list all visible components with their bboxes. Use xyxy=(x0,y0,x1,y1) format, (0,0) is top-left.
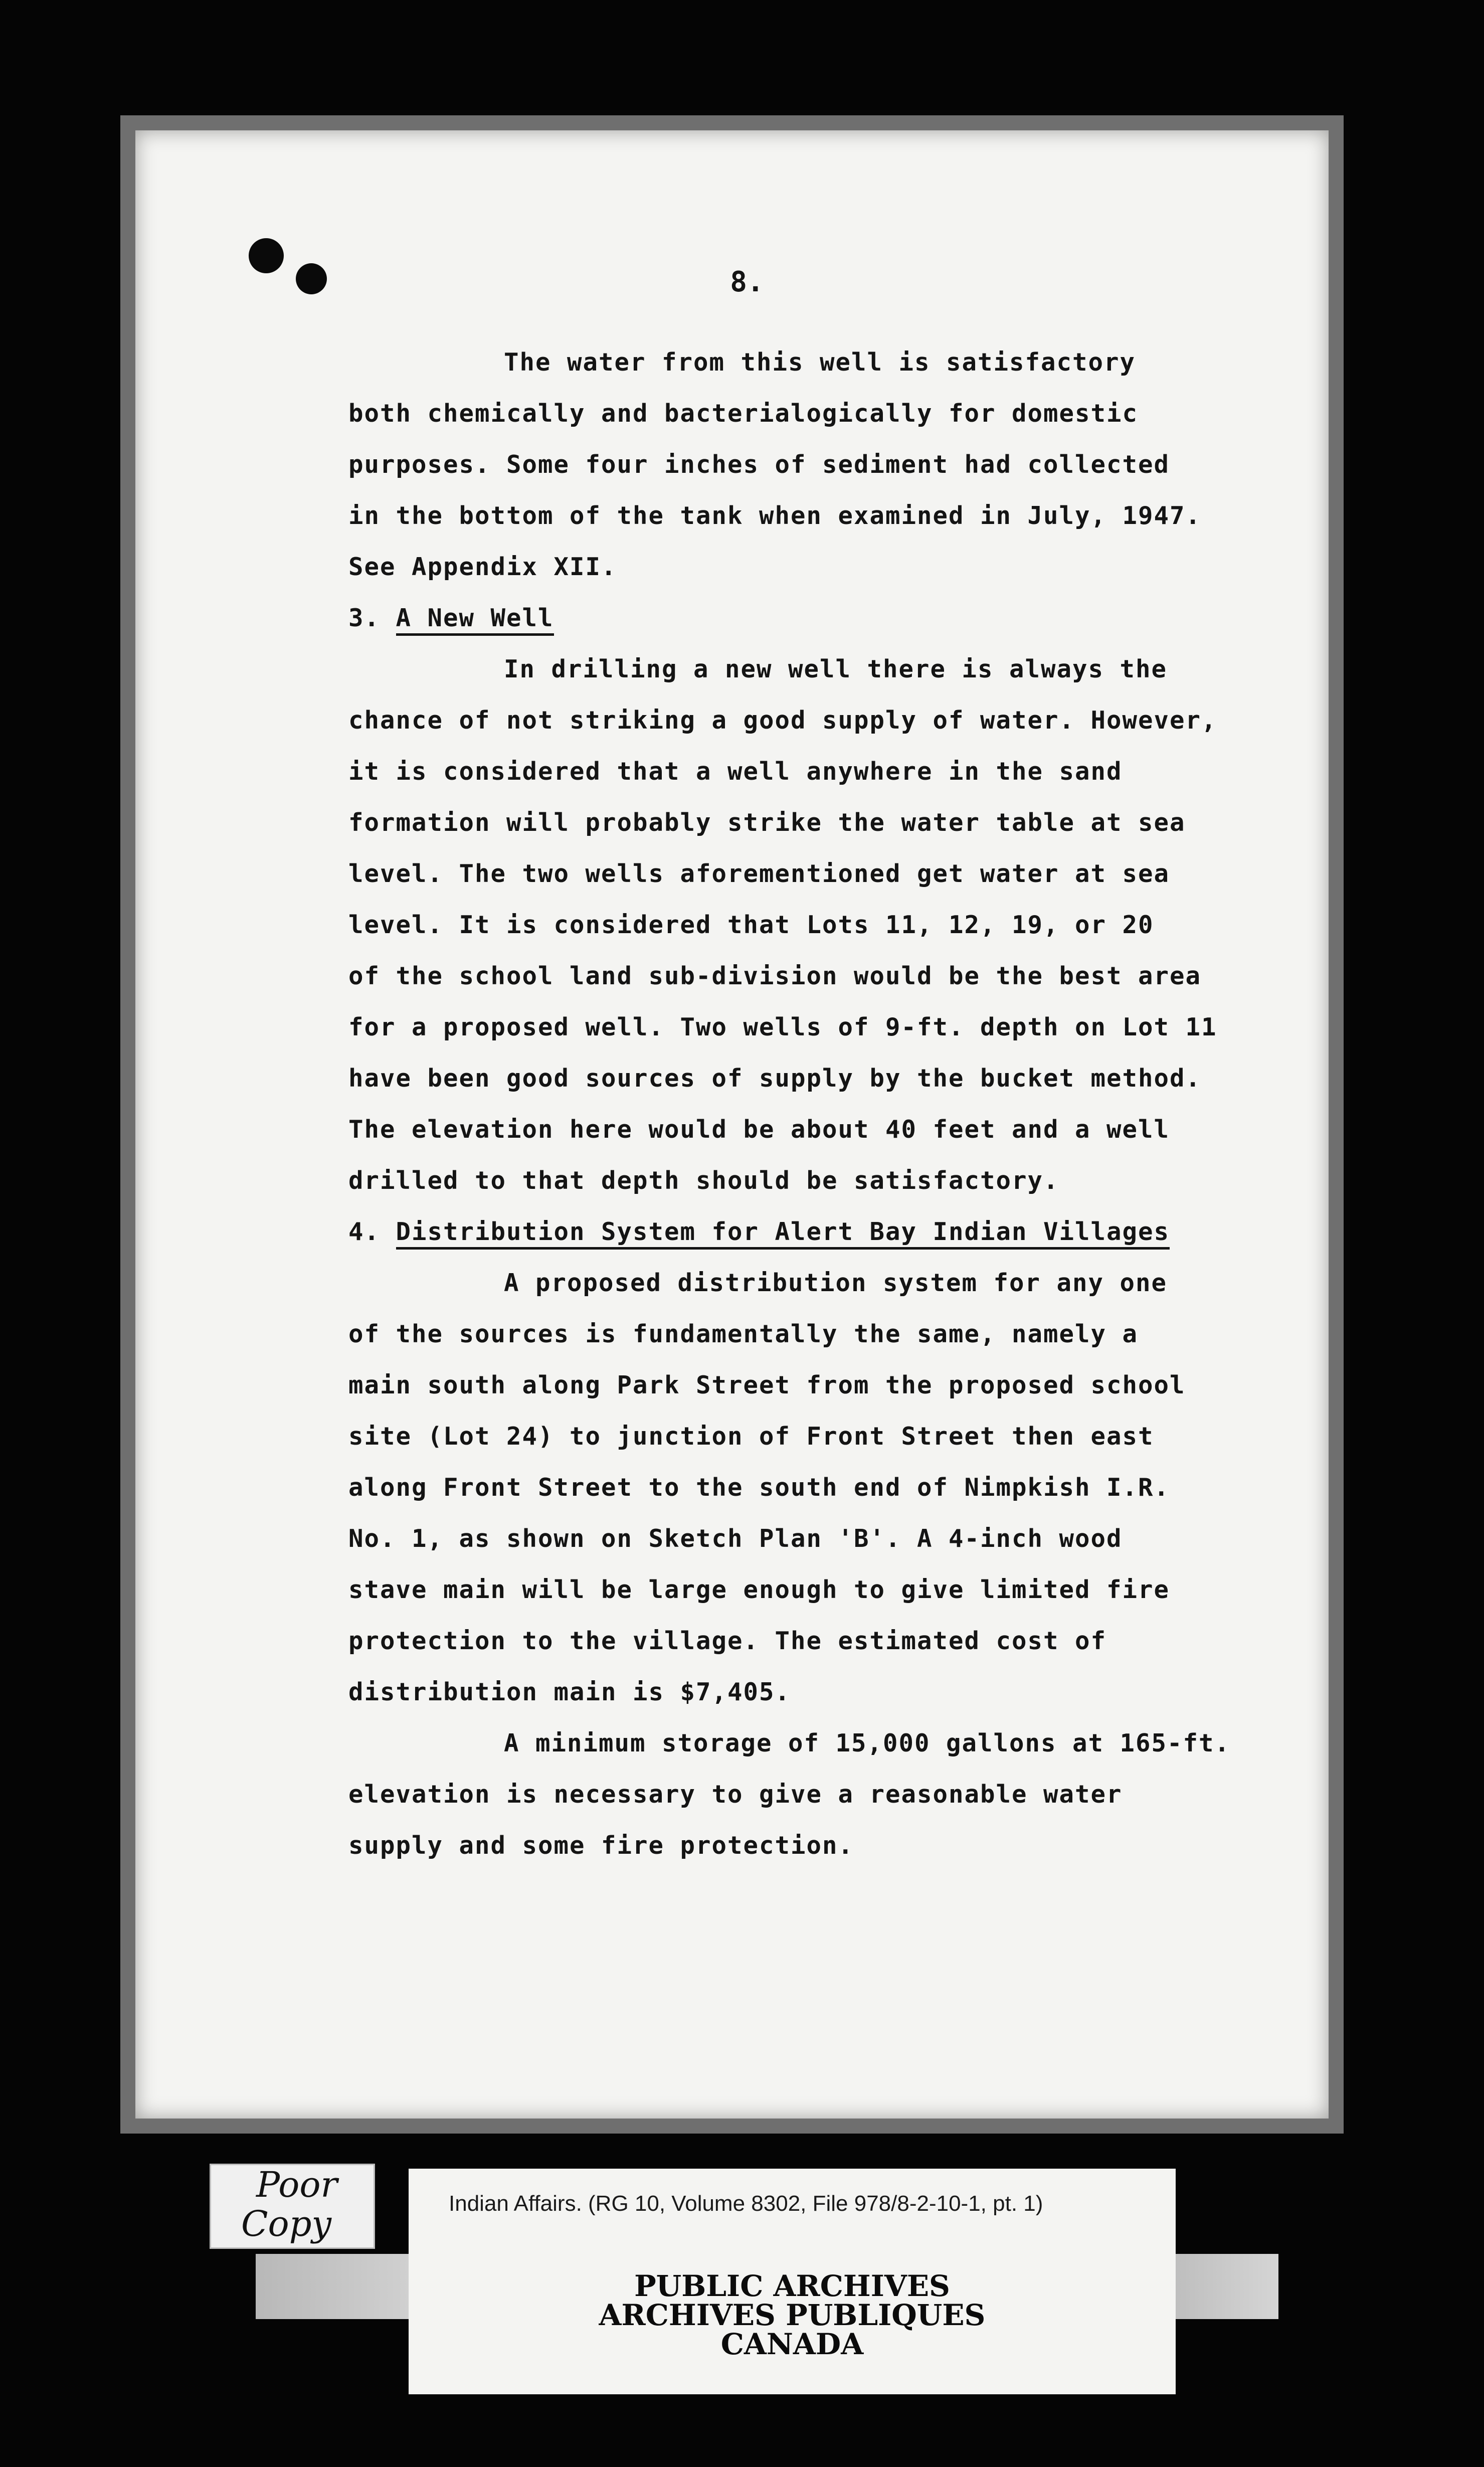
text-line: of the sources is fundamentally the same, namely a xyxy=(348,1320,1139,1348)
poor-copy-line: Copy xyxy=(241,2203,332,2244)
punch-hole-icon xyxy=(249,238,284,273)
reference-label xyxy=(409,2169,1176,2249)
text-line: A proposed distribution system for any one xyxy=(504,1269,1168,1297)
text-line: have been good sources of supply by the bucket method. xyxy=(348,1064,1202,1093)
text-line: main south along Park Street from the proposed school xyxy=(348,1371,1186,1399)
text-line: drilled to that depth should be satisfactory. xyxy=(348,1166,1059,1195)
archive-line: PUBLIC ARCHIVES xyxy=(634,2269,950,2303)
text-line: protection to the village. The estimated cost of xyxy=(348,1627,1107,1655)
text-line: stave main will be large enough to give limited fire xyxy=(348,1575,1170,1604)
text-line: See Appendix XII. xyxy=(348,553,617,581)
text-line: site (Lot 24) to junction of Front Street then east xyxy=(348,1422,1154,1451)
text-line: both chemically and bacterialogically for domestic xyxy=(348,399,1139,428)
text-line: supply and some fire protection. xyxy=(348,1831,854,1860)
text-line: purposes. Some four inches of sediment had collected xyxy=(348,450,1170,479)
text-line: chance of not striking a good supply of water. However, xyxy=(348,706,1217,735)
poor-copy-stamp xyxy=(210,2164,375,2249)
text-line: The water from this well is satisfactory xyxy=(504,348,1136,377)
heading-number: 3. xyxy=(348,604,381,632)
text-line: elevation is necessary to give a reasonable water xyxy=(348,1780,1123,1809)
poor-copy-line: Poor xyxy=(256,2164,338,2205)
reference-label-text: Indian Affairs. (RG 10, Volume 8302, File 978/8-2-10-1, pt. 1) xyxy=(449,2191,1043,2216)
punch-hole-icon xyxy=(296,263,327,294)
text-line: level. It is considered that Lots 11, 12, 19, or 20 xyxy=(348,911,1154,939)
heading-text: A New Well xyxy=(396,604,554,636)
text-line: distribution main is $7,405. xyxy=(348,1678,791,1706)
text-line: of the school land sub-division would be the best area xyxy=(348,962,1202,990)
page-number: 8. xyxy=(730,266,764,298)
text-line: The elevation here would be about 40 feet and a well xyxy=(348,1115,1170,1144)
section-heading-new-well xyxy=(348,601,1231,636)
text-line: A minimum storage of 15,000 gallons at 165-ft. xyxy=(504,1729,1231,1757)
section-heading-distribution xyxy=(348,1214,1231,1250)
text-line: in the bottom of the tank when examined in July, 1947. xyxy=(348,501,1202,530)
text-line: it is considered that a well anywhere in the sand xyxy=(348,757,1123,786)
text-line: for a proposed well. Two wells of 9-ft. depth on Lot 11 xyxy=(348,1013,1217,1041)
heading-text: Distribution System for Alert Bay Indian Villages xyxy=(396,1217,1170,1250)
text-line: No. 1, as shown on Sketch Plan 'B'. A 4-inch wood xyxy=(348,1524,1123,1553)
text-line: along Front Street to the south end of Nimpkish I.R. xyxy=(348,1473,1170,1502)
archive-stamp xyxy=(409,2249,1176,2394)
archive-line: ARCHIVES PUBLIQUES xyxy=(599,2298,986,2332)
text-line: level. The two wells aforementioned get water at sea xyxy=(348,859,1170,888)
text-line: In drilling a new well there is always the xyxy=(504,655,1168,683)
archive-line: CANADA xyxy=(720,2327,864,2361)
text-line: formation will probably strike the water table at sea xyxy=(348,808,1186,837)
heading-number: 4. xyxy=(348,1217,381,1246)
